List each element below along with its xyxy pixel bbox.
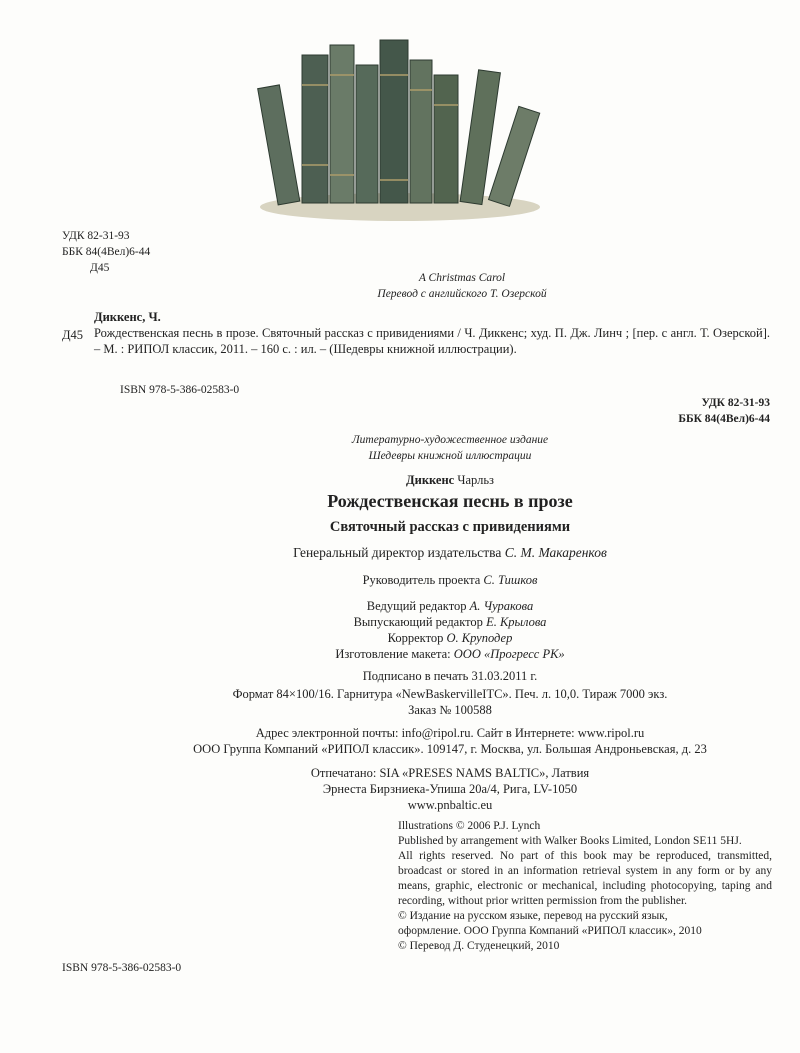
udk-code: УДК 82-31-93 [62,230,130,242]
lead-editor-label: Ведущий редактор [366,599,467,613]
rights-reserved: All rights reserved. No part of this book may be reproduced, transmitted, broadcast or stored in an information retrieval system in any form or by any means, graphic, electronic or mechanical, including photocopying, taping and recording, without prior written permission from the publisher. [398,850,772,907]
catalog-udk: УДК 82-31-93 [701,397,770,409]
corrector-name: О. Круподер [446,631,513,645]
publisher-address: ООО Группа Компаний «РИПОЛ классик». 109147, г. Москва, ул. Большая Андроньевская, д. 23 [193,742,707,756]
corrector-line [0,630,800,646]
catalog-description: Рождественская песнь в прозе. Святочный рассказ с привидениями / Ч. Диккенс; худ. П. Дж. Линч ; [пер. с англ. Т. Озерской]. – М. : РИПОЛ классик, 2011. – 160 с. : ил. – (Шедевры книжной иллюстрации). [94,326,770,356]
rights-block [398,819,772,954]
printer-site: www.pnbaltic.eu [407,798,493,812]
illustrations-credit: Illustrations © 2006 P.J. Lynch [398,820,541,832]
series-name: Шедевры книжной иллюстрации [368,450,532,462]
bbk-code: ББК 84(4Вел)6-44 [62,246,151,258]
catalog-isbn: ISBN 978-5-386-02583-0 [120,384,240,396]
arrangement-note: Published by arrangement with Walker Books Limited, London SE11 5HJ. [398,835,742,847]
format-line: Формат 84×100/16. Гарнитура «NewBaskervilleITC». Печ. л. 10,0. Тираж 7000 экз. [232,687,668,701]
email-line: Адрес электронной почты: info@ripol.ru. Сайт в Интернете: www.ripol.ru [255,726,645,740]
director-label: Генеральный директор издательства [293,545,502,560]
order-number: Заказ № 100588 [408,703,492,717]
lead-editor-name: А. Чуракова [469,599,534,613]
director-name: С. М. Макаренков [504,545,607,560]
author-surname: Диккенс [406,473,455,487]
ru-edition-1: © Издание на русском языке, перевод на русский язык, [398,910,668,922]
director-line [0,544,800,562]
ru-edition-2: оформление. ООО Группа Компаний «РИПОЛ классик», 2010 [398,925,702,937]
translation-copyright: © Перевод Д. Студенецкий, 2010 [398,940,560,952]
printer-line: Отпечатано: SIA «PRESES NAMS BALTIC», Латвия [310,766,590,780]
imprint-author [0,472,800,488]
layout-line [0,646,800,662]
release-editor-name: Е. Крылова [486,615,547,629]
release-editor-label: Выпускающий редактор [353,615,483,629]
layout-name: ООО «Прогресс РК» [453,647,565,661]
bottom-isbn: ISBN 978-5-386-02583-0 [62,962,182,974]
signed-date: Подписано в печать 31.03.2011 г. [362,669,538,683]
books-illustration [250,15,550,225]
corrector-label: Корректор [387,631,444,645]
project-name: С. Тишков [483,573,538,587]
book-subtitle: Святочный рассказ с привидениями [329,519,571,535]
release-editor-line [0,614,800,630]
original-title: A Christmas Carol [418,272,506,284]
project-label: Руководитель проекта [362,573,481,587]
author-mark: Д45 [90,262,110,274]
book-title: Рождественская песнь в прозе [327,491,573,511]
project-line [0,572,800,588]
edition-type: Литературно-художественное издание [351,434,549,446]
catalog-bbk: ББК 84(4Вел)6-44 [678,413,770,425]
printer-address: Эрнеста Бирзниека-Упиша 20а/4, Рига, LV-1050 [322,782,578,796]
catalog-mark: Д45 [62,328,84,342]
author-name: Чарльз [457,473,494,487]
translation-note: Перевод с английского Т. Озерской [377,288,547,300]
layout-label: Изготовление макета: [335,647,451,661]
catalog-author: Диккенс, Ч. [94,310,161,324]
lead-editor-line [0,598,800,614]
